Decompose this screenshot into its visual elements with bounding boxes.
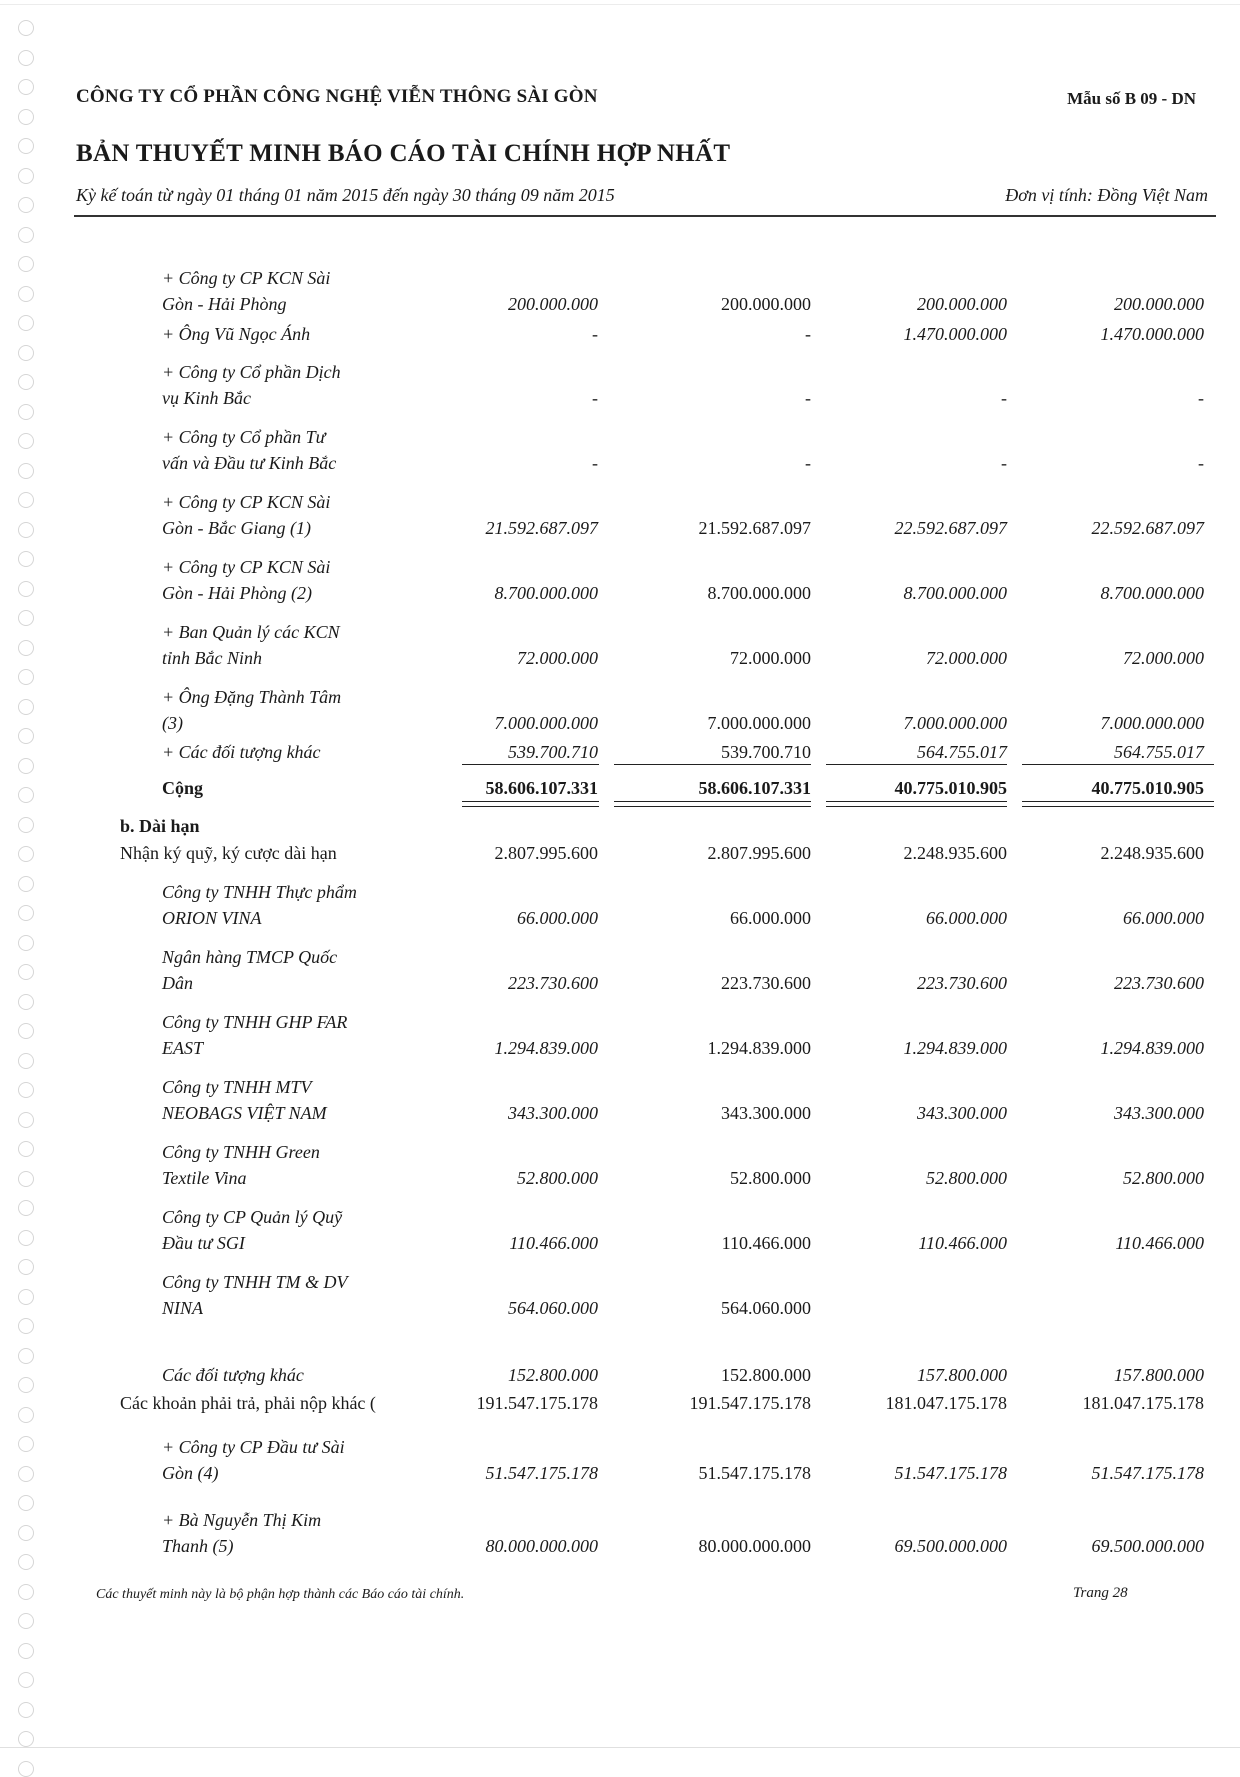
- cell-value: 51.547.175.178: [485, 1463, 598, 1483]
- cell-value: 223.730.600: [917, 973, 1007, 993]
- cell-value: 66.000.000: [517, 908, 598, 928]
- binder-hole: [18, 1259, 34, 1275]
- binder-hole: [18, 994, 34, 1010]
- binder-hole: [18, 758, 34, 774]
- cell-value: -: [1198, 388, 1204, 408]
- cell-value: 200.000.000: [1114, 294, 1204, 314]
- row-label: + Các đối tượng khác: [162, 742, 321, 762]
- binder-hole: [18, 345, 34, 361]
- binder-hole: [18, 1554, 34, 1570]
- cell-value: -: [1198, 453, 1204, 473]
- cell-value: 8.700.000.000: [494, 583, 598, 603]
- cell-value: 8.700.000.000: [903, 583, 1007, 603]
- row-label: + Bà Nguyễn Thị Kim Thanh (5): [162, 1510, 322, 1556]
- cell-value: 110.466.000: [1115, 1233, 1204, 1253]
- binder-hole: [18, 1141, 34, 1157]
- binder-hole: [18, 1289, 34, 1305]
- cell-value: 69.500.000.000: [1091, 1536, 1204, 1556]
- cell-value: 157.800.000: [917, 1365, 1007, 1385]
- binder-hole: [18, 846, 34, 862]
- binder-hole: [18, 1702, 34, 1718]
- binder-hole: [18, 1495, 34, 1511]
- cell-value: 110.466.000: [918, 1233, 1007, 1253]
- row-label: Ngân hàng TMCP Quốc Dân: [162, 947, 338, 993]
- cell-value: 539.700.710: [508, 742, 598, 762]
- row-label: Công ty TNHH GHP FAR EAST: [162, 1012, 348, 1058]
- cell-value: 152.800.000: [721, 1365, 811, 1385]
- binder-hole: [18, 109, 34, 125]
- subtotal-rule: [826, 764, 1007, 765]
- cell-value: 22.592.687.097: [1091, 518, 1204, 538]
- binder-hole: [18, 1525, 34, 1541]
- binder-hole: [18, 551, 34, 567]
- cell-value: 564.755.017: [917, 742, 1007, 762]
- cell-value: 72.000.000: [730, 648, 811, 668]
- header-rule: [74, 215, 1216, 217]
- cell-value: 72.000.000: [517, 648, 598, 668]
- cell-value: 8.700.000.000: [707, 583, 811, 603]
- binder-hole: [18, 728, 34, 744]
- row-label: + Công ty CP KCN Sài Gòn - Bắc Giang (1): [162, 492, 331, 538]
- cell-value: 52.800.000: [730, 1168, 811, 1188]
- row-label: + Công ty CP KCN Sài Gòn - Hải Phòng (2): [162, 557, 331, 603]
- cell-value: 66.000.000: [1123, 908, 1204, 928]
- binder-hole: [18, 522, 34, 538]
- binder-hole: [18, 374, 34, 390]
- row-label: Công ty TNHH MTV NEOBAGS VIỆT NAM: [162, 1077, 327, 1123]
- cell-value: 343.300.000: [917, 1103, 1007, 1123]
- binder-hole: [18, 463, 34, 479]
- binder-hole: [18, 699, 34, 715]
- cell-value: 191.547.175.178: [476, 1393, 598, 1413]
- binder-hole: [18, 168, 34, 184]
- binder-hole: [18, 1643, 34, 1659]
- subtotal-rule: [1022, 764, 1214, 765]
- cell-value: 52.800.000: [1123, 1168, 1204, 1188]
- binder-hole: [18, 1171, 34, 1187]
- binder-hole: [18, 1377, 34, 1393]
- binder-hole: [18, 1613, 34, 1629]
- binder-hole: [18, 1672, 34, 1688]
- binder-hole: [18, 1731, 34, 1747]
- binder-hole: [18, 905, 34, 921]
- binder-hole: [18, 1407, 34, 1423]
- row-label: b. Dài hạn: [120, 816, 200, 836]
- form-number: Mẫu số B 09 - DN: [1067, 89, 1196, 108]
- row-label: + Ông Vũ Ngọc Ánh: [162, 324, 311, 344]
- binder-hole: [18, 935, 34, 951]
- cell-value: 1.294.839.000: [494, 1038, 598, 1058]
- row-label: Nhận ký quỹ, ký cược dài hạn: [120, 843, 337, 863]
- cell-value: 7.000.000.000: [707, 713, 811, 733]
- row-label: + Ông Đặng Thành Tâm (3): [162, 687, 342, 733]
- binder-hole: [18, 1200, 34, 1216]
- cell-value: -: [805, 388, 811, 408]
- binder-hole: [18, 286, 34, 302]
- row-label: Công ty CP Quản lý Quỹ Đầu tư SGI: [162, 1207, 343, 1253]
- cell-value: -: [592, 324, 598, 344]
- cell-value: 110.466.000: [509, 1233, 598, 1253]
- row-label: + Công ty Cổ phần Tư vấn và Đầu tư Kinh Bắc: [162, 427, 337, 473]
- cell-value: 72.000.000: [926, 648, 1007, 668]
- cell-value: 51.547.175.178: [894, 1463, 1007, 1483]
- cell-value: -: [805, 324, 811, 344]
- subtotal-rule: [614, 764, 811, 765]
- cell-value: 7.000.000.000: [1100, 713, 1204, 733]
- cell-value: 564.060.000: [721, 1298, 811, 1318]
- binder-hole: [18, 669, 34, 685]
- cell-value: 110.466.000: [721, 1233, 811, 1253]
- page-bottom-edge: [0, 1747, 1240, 1748]
- cell-value: 1.294.839.000: [707, 1038, 811, 1058]
- binder-hole: [18, 1348, 34, 1364]
- cell-value: 21.592.687.097: [485, 518, 598, 538]
- reporting-period: Kỳ kế toán từ ngày 01 tháng 01 năm 2015 đến ngày 30 tháng 09 năm 2015: [76, 185, 615, 205]
- cell-value: 539.700.710: [721, 742, 811, 762]
- binder-hole: [18, 256, 34, 272]
- cell-value: 157.800.000: [1114, 1365, 1204, 1385]
- cell-value: 191.547.175.178: [689, 1393, 811, 1413]
- binder-hole: [18, 315, 34, 331]
- cell-value: 58.606.107.331: [485, 778, 598, 798]
- row-label: Các khoản phải trả, phải nộp khác (: [120, 1393, 376, 1413]
- page-top-edge: [0, 4, 1240, 5]
- cell-value: 1.470.000.000: [903, 324, 1007, 344]
- total-double-rule: [462, 801, 599, 807]
- total-double-rule: [826, 801, 1007, 807]
- cell-value: 7.000.000.000: [494, 713, 598, 733]
- binder-hole: [18, 404, 34, 420]
- binder-hole: [18, 610, 34, 626]
- cell-value: 564.060.000: [508, 1298, 598, 1318]
- binder-hole: [18, 1318, 34, 1334]
- row-label: Cộng: [162, 778, 204, 798]
- subtotal-rule: [462, 764, 599, 765]
- cell-value: -: [805, 453, 811, 473]
- cell-value: 2.807.995.600: [494, 843, 598, 863]
- binder-hole: [18, 581, 34, 597]
- cell-value: 223.730.600: [721, 973, 811, 993]
- binder-hole: [18, 1761, 34, 1777]
- binder-hole: [18, 20, 34, 36]
- cell-value: 52.800.000: [517, 1168, 598, 1188]
- cell-value: 80.000.000.000: [485, 1536, 598, 1556]
- binder-holes: [14, 20, 36, 1730]
- cell-value: 8.700.000.000: [1100, 583, 1204, 603]
- cell-value: 223.730.600: [508, 973, 598, 993]
- cell-value: 2.248.935.600: [903, 843, 1007, 863]
- binder-hole: [18, 787, 34, 803]
- binder-hole: [18, 1112, 34, 1128]
- cell-value: 40.775.010.905: [1091, 778, 1204, 798]
- cell-value: -: [1001, 453, 1007, 473]
- binder-hole: [18, 197, 34, 213]
- row-label: + Công ty Cổ phần Dịch vụ Kinh Bắc: [162, 362, 341, 408]
- binder-hole: [18, 1053, 34, 1069]
- row-label: + Công ty CP KCN Sài Gòn - Hải Phòng: [162, 268, 331, 314]
- row-label: Công ty TNHH Thực phẩm ORION VINA: [162, 882, 357, 928]
- cell-value: 564.755.017: [1114, 742, 1204, 762]
- cell-value: 7.000.000.000: [903, 713, 1007, 733]
- footer-note: Các thuyết minh này là bộ phận hợp thành các Báo cáo tài chính.: [96, 1587, 465, 1602]
- cell-value: 181.047.175.178: [885, 1393, 1007, 1413]
- document-title: BẢN THUYẾT MINH BÁO CÁO TÀI CHÍNH HỢP NHẤT: [76, 140, 731, 167]
- binder-hole: [18, 1466, 34, 1482]
- cell-value: 21.592.687.097: [698, 518, 811, 538]
- binder-hole: [18, 964, 34, 980]
- currency-unit: Đơn vị tính: Đồng Việt Nam: [1005, 185, 1208, 205]
- cell-value: 2.248.935.600: [1100, 843, 1204, 863]
- binder-hole: [18, 876, 34, 892]
- cell-value: 223.730.600: [1114, 973, 1204, 993]
- cell-value: 200.000.000: [508, 294, 598, 314]
- binder-hole: [18, 227, 34, 243]
- total-double-rule: [614, 801, 811, 807]
- cell-value: -: [1001, 388, 1007, 408]
- cell-value: -: [592, 453, 598, 473]
- binder-hole: [18, 492, 34, 508]
- company-name: CÔNG TY CỔ PHẦN CÔNG NGHỆ VIỄN THÔNG SÀI GÒN: [76, 86, 598, 107]
- page-number: Trang 28: [1073, 1585, 1128, 1601]
- row-label: + Ban Quản lý các KCN tỉnh Bắc Ninh: [162, 622, 340, 668]
- binder-hole: [18, 1023, 34, 1039]
- cell-value: 1.294.839.000: [903, 1038, 1007, 1058]
- cell-value: 1.294.839.000: [1100, 1038, 1204, 1058]
- cell-value: 2.807.995.600: [707, 843, 811, 863]
- cell-value: 80.000.000.000: [698, 1536, 811, 1556]
- cell-value: 343.300.000: [508, 1103, 598, 1123]
- row-label: Công ty TNHH Green Textile Vina: [162, 1142, 320, 1188]
- cell-value: 58.606.107.331: [698, 778, 811, 798]
- cell-value: 66.000.000: [926, 908, 1007, 928]
- cell-value: 22.592.687.097: [894, 518, 1007, 538]
- total-double-rule: [1022, 801, 1214, 807]
- binder-hole: [18, 138, 34, 154]
- binder-hole: [18, 817, 34, 833]
- cell-value: 69.500.000.000: [894, 1536, 1007, 1556]
- cell-value: 343.300.000: [721, 1103, 811, 1123]
- binder-hole: [18, 1082, 34, 1098]
- row-label: + Công ty CP Đầu tư Sài Gòn (4): [162, 1437, 345, 1483]
- cell-value: -: [592, 388, 598, 408]
- cell-value: 40.775.010.905: [894, 778, 1007, 798]
- binder-hole: [18, 1436, 34, 1452]
- row-label: Các đối tượng khác: [162, 1365, 304, 1385]
- cell-value: 200.000.000: [917, 294, 1007, 314]
- binder-hole: [18, 1584, 34, 1600]
- cell-value: 152.800.000: [508, 1365, 598, 1385]
- row-label: Công ty TNHH TM & DV NINA: [162, 1272, 348, 1318]
- cell-value: 343.300.000: [1114, 1103, 1204, 1123]
- binder-hole: [18, 640, 34, 656]
- binder-hole: [18, 1230, 34, 1246]
- cell-value: 72.000.000: [1123, 648, 1204, 668]
- cell-value: 52.800.000: [926, 1168, 1007, 1188]
- cell-value: 51.547.175.178: [1091, 1463, 1204, 1483]
- binder-hole: [18, 50, 34, 66]
- cell-value: 66.000.000: [730, 908, 811, 928]
- cell-value: 181.047.175.178: [1082, 1393, 1204, 1413]
- cell-value: 1.470.000.000: [1100, 324, 1204, 344]
- binder-hole: [18, 433, 34, 449]
- cell-value: 200.000.000: [721, 294, 811, 314]
- cell-value: 51.547.175.178: [698, 1463, 811, 1483]
- binder-hole: [18, 79, 34, 95]
